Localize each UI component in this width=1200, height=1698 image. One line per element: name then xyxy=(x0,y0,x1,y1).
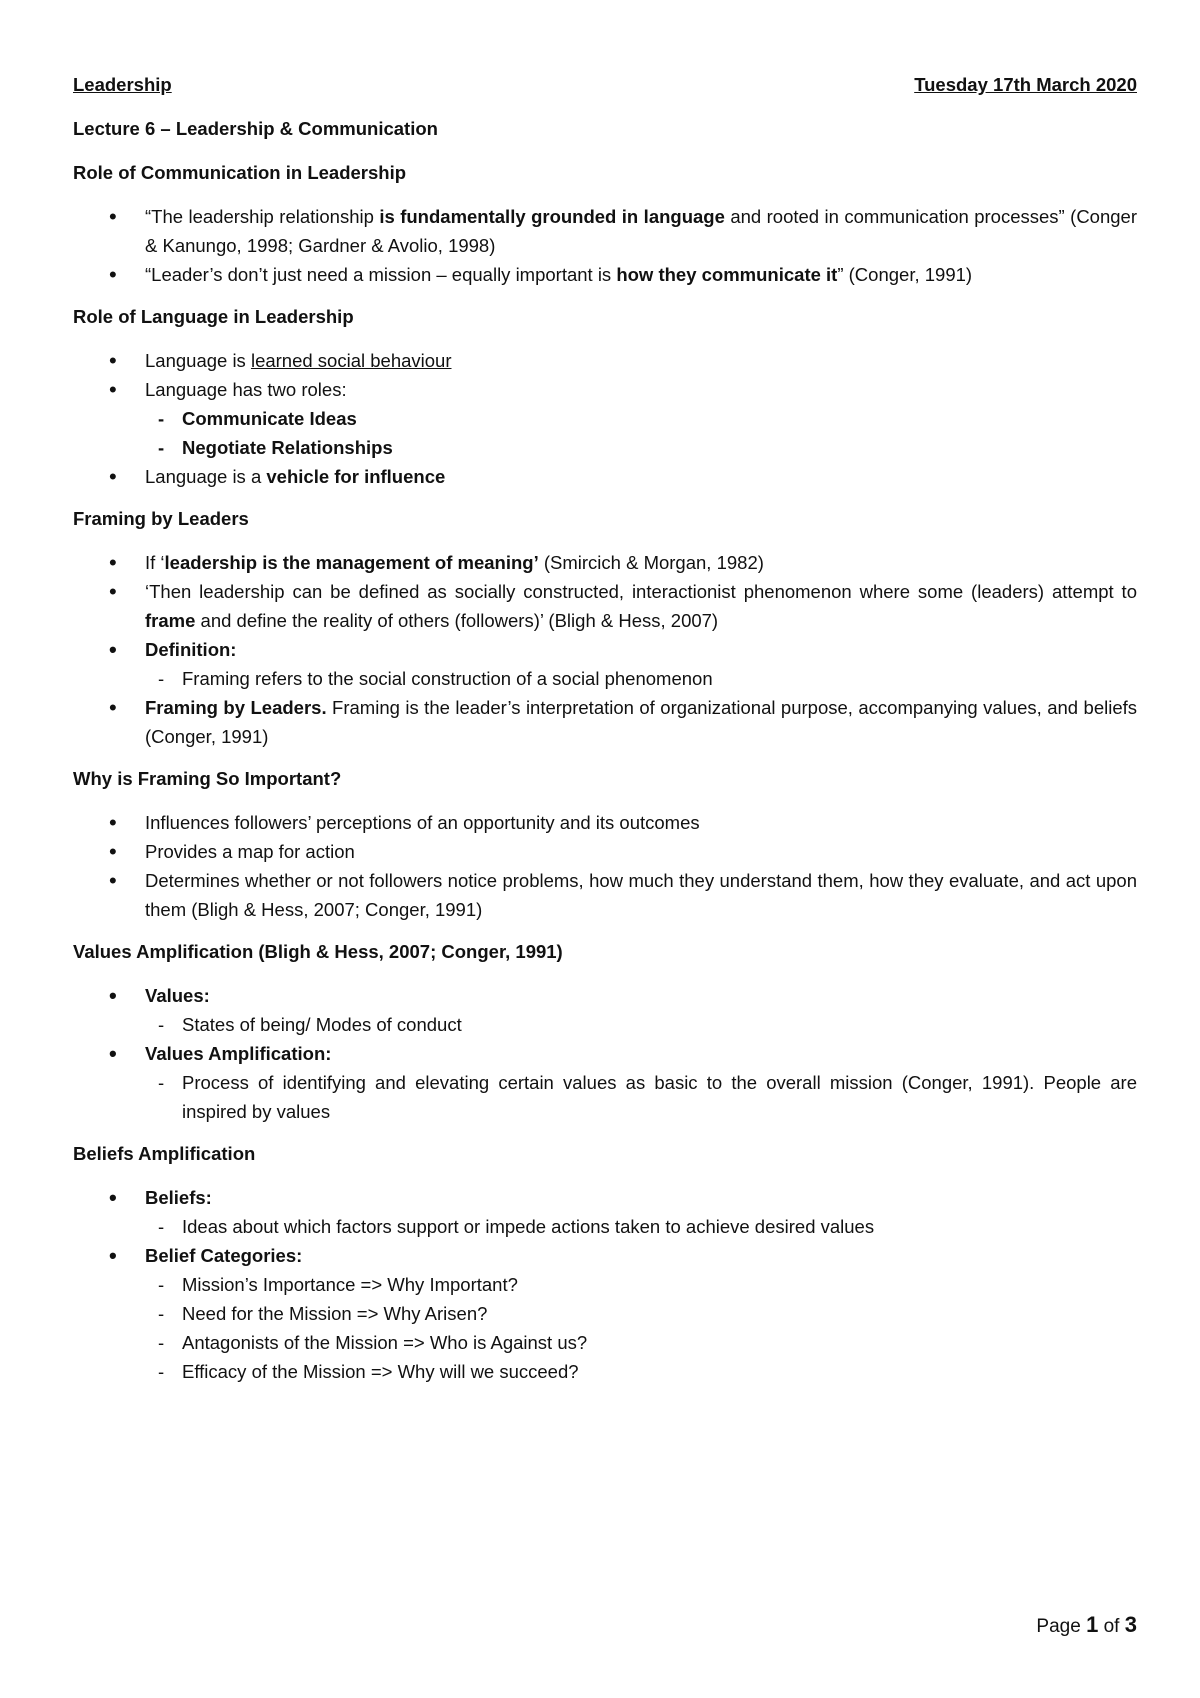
sub-item: - Efficacy of the Mission => Why will we succeed? xyxy=(73,1357,1137,1386)
list-item: • Language is a vehicle for influence xyxy=(73,462,1137,491)
section-beliefs xyxy=(73,1139,1137,1386)
header-title: Leadership xyxy=(73,74,172,95)
list-item: • ‘Then leadership can be defined as socially constructed, interactionist phenomenon where some (leaders) attempt to frame and define the reality of others (followers)’ (Bligh & Hess, 2007) xyxy=(73,577,1137,635)
section-title: Beliefs Amplification xyxy=(73,1143,256,1164)
section-title: Role of Communication in Leadership xyxy=(73,162,407,183)
list-item: • Belief Categories: xyxy=(73,1241,1137,1270)
sub-item: - Need for the Mission => Why Arisen? xyxy=(73,1299,1137,1328)
sub-item: - States of being/ Modes of conduct xyxy=(73,1010,1137,1039)
section-title: Values Amplification (Bligh & Hess, 2007; Conger, 1991) xyxy=(73,941,563,962)
section-title: Framing by Leaders xyxy=(73,508,249,529)
section-communication xyxy=(73,158,1137,289)
list-item: • Values: xyxy=(73,981,1137,1010)
sub-item: - Communicate Ideas xyxy=(73,404,1137,433)
header-date: Tuesday 17th March 2020 xyxy=(914,74,1137,95)
list-item: • If ‘leadership is the management of meaning’ (Smircich & Morgan, 1982) xyxy=(73,548,1137,577)
list-item: • Influences followers’ perceptions of an opportunity and its outcomes xyxy=(73,808,1137,837)
sub-item: - Ideas about which factors support or impede actions taken to achieve desired values xyxy=(73,1212,1137,1241)
list-item: • Provides a map for action xyxy=(73,837,1137,866)
list-item: • “The leadership relationship is fundamentally grounded in language and rooted in communication processes” (Conger & Kanungo, 1998; Gardner & Avolio, 1998) xyxy=(73,202,1137,260)
list-item: • Framing by Leaders. Framing is the leader’s interpretation of organizational purpose, accompanying values, and beliefs (Conger, 1991) xyxy=(73,693,1137,751)
list-item: • Language has two roles: xyxy=(73,375,1137,404)
list-item: • Definition: xyxy=(73,635,1137,664)
page-number: Page 1 of 3 xyxy=(1036,1612,1137,1637)
list-item: • Values Amplification: xyxy=(73,1039,1137,1068)
page-header xyxy=(73,70,1137,99)
section-title: Role of Language in Leadership xyxy=(73,306,354,327)
sub-item: - Mission’s Importance => Why Important? xyxy=(73,1270,1137,1299)
sub-item: - Antagonists of the Mission => Who is Against us? xyxy=(73,1328,1137,1357)
list-item: • Language is learned social behaviour xyxy=(73,346,1137,375)
section-language xyxy=(73,302,1137,491)
list-item: • Determines whether or not followers notice problems, how much they understand them, how they evaluate, and act upon them (Bligh & Hess, 2007; Conger, 1991) xyxy=(73,866,1137,924)
sub-item: - Process of identifying and elevating certain values as basic to the overall mission (Conger, 1991). People are inspired by values xyxy=(73,1068,1137,1126)
sub-item: - Negotiate Relationships xyxy=(73,433,1137,462)
document-page xyxy=(73,70,1137,1399)
section-why-framing xyxy=(73,764,1137,924)
section-values xyxy=(73,937,1137,1126)
section-title: Why is Framing So Important? xyxy=(73,768,342,789)
list-item: • Beliefs: xyxy=(73,1183,1137,1212)
lecture-title: Lecture 6 – Leadership & Communication xyxy=(73,118,438,139)
sub-item: - Framing refers to the social construction of a social phenomenon xyxy=(73,664,1137,693)
list-item: • “Leader’s don’t just need a mission – equally important is how they communicate it” (Conger, 1991) xyxy=(73,260,1137,289)
section-framing xyxy=(73,504,1137,751)
